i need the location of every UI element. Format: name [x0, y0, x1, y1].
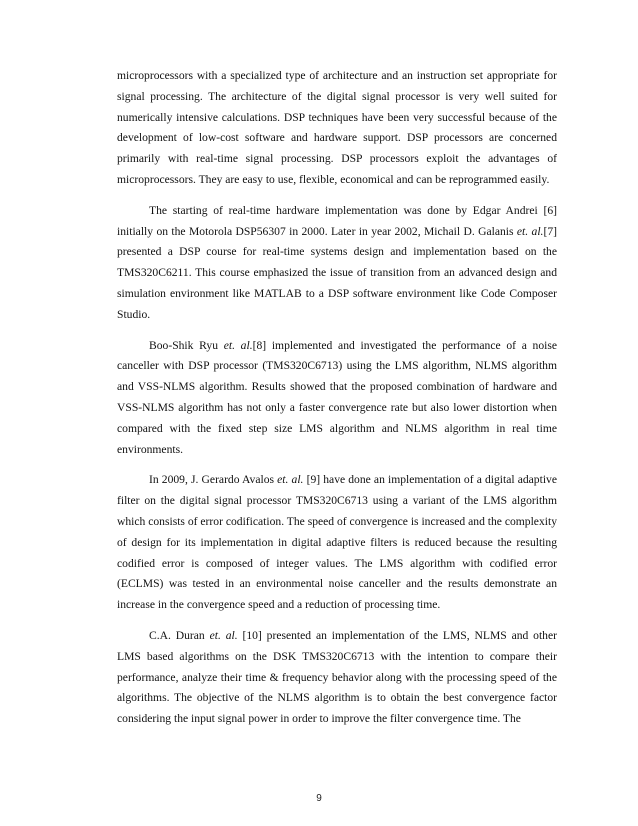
paragraph-text: C.A. Duran	[149, 628, 210, 642]
et-al-italic: et. al.	[209, 628, 238, 642]
paragraph-duran	[117, 626, 557, 730]
paragraph-avalos	[117, 470, 557, 616]
paragraph-andrei-galanis	[117, 201, 557, 326]
et-al-italic: et. al.	[223, 338, 253, 352]
paragraph-dsp-processors	[117, 66, 557, 191]
paragraph-text: The starting of real-time hardware implementation was done by Edgar Andrei [6] initially on the Motorola DSP56307 in 2000. Later in year 2002, Michail D. Galanis	[117, 203, 557, 238]
page-number: 9	[316, 793, 322, 804]
et-al-italic: et. al.	[277, 473, 304, 487]
paragraph-text: In 2009, J. Gerardo Avalos	[149, 473, 278, 487]
et-al-italic: et. al.	[516, 224, 544, 238]
paragraph-ryu	[117, 336, 557, 461]
body-text	[117, 66, 557, 730]
paragraph-text: [10] presented an implementation of the LMS, NLMS and other LMS based algorithms on the DSK TMS320C6713 with the intention to compare their performance, analyze their time & frequency behavior along with the processing speed of the algorithms. The objective of the NLMS algorithm is to obtain the best convergence factor considering the input signal power in order to improve the filter convergence time. The	[117, 628, 557, 726]
paragraph-text: [9] have done an implementation of a digital adaptive filter on the digital signal processor TMS320C6713 using a variant of the LMS algorithm which consists of error codification. The speed of convergence is increased and the complexity of design for its implementation in digital adaptive filters is reduced because the resulting codified error is composed of integer values. The LMS algorithm with codified error (ECLMS) was tested in an environmental noise canceller and the results demonstrate an increase in the convergence speed and a reduction of processing time.	[117, 473, 557, 612]
paragraph-text: [7] presented a DSP course for real-time systems design and implementation based on the TMS320C6211. This course emphasized the issue of transition from an advanced design and simulation environment like MATLAB to a DSP software environment like Code Composer Studio.	[117, 224, 557, 321]
paragraph-text: microprocessors with a specialized type of architecture and an instruction set appropriate for signal processing. The architecture of the digital signal processor is very well suited for numerically intensive calculations. DSP techniques have been very successful because of the development of low-cost software and hardware support. DSP processors are concerned primarily with real-time signal processing. DSP processors exploit the advantages of microprocessors. They are easy to use, flexible, economical and can be reprogrammed easily.	[117, 69, 557, 186]
paragraph-text: [8] implemented and investigated the performance of a noise canceller with DSP processor (TMS320C6713) using the LMS algorithm, NLMS algorithm and VSS-NLMS algorithm. Results showed that the proposed combination of hardware and VSS-NLMS algorithm has not only a faster convergence rate but also lower distortion when compared with the fixed step size LMS algorithm and NLMS algorithm in real time environments.	[117, 338, 558, 456]
paragraph-text: Boo-Shik Ryu	[149, 338, 224, 352]
